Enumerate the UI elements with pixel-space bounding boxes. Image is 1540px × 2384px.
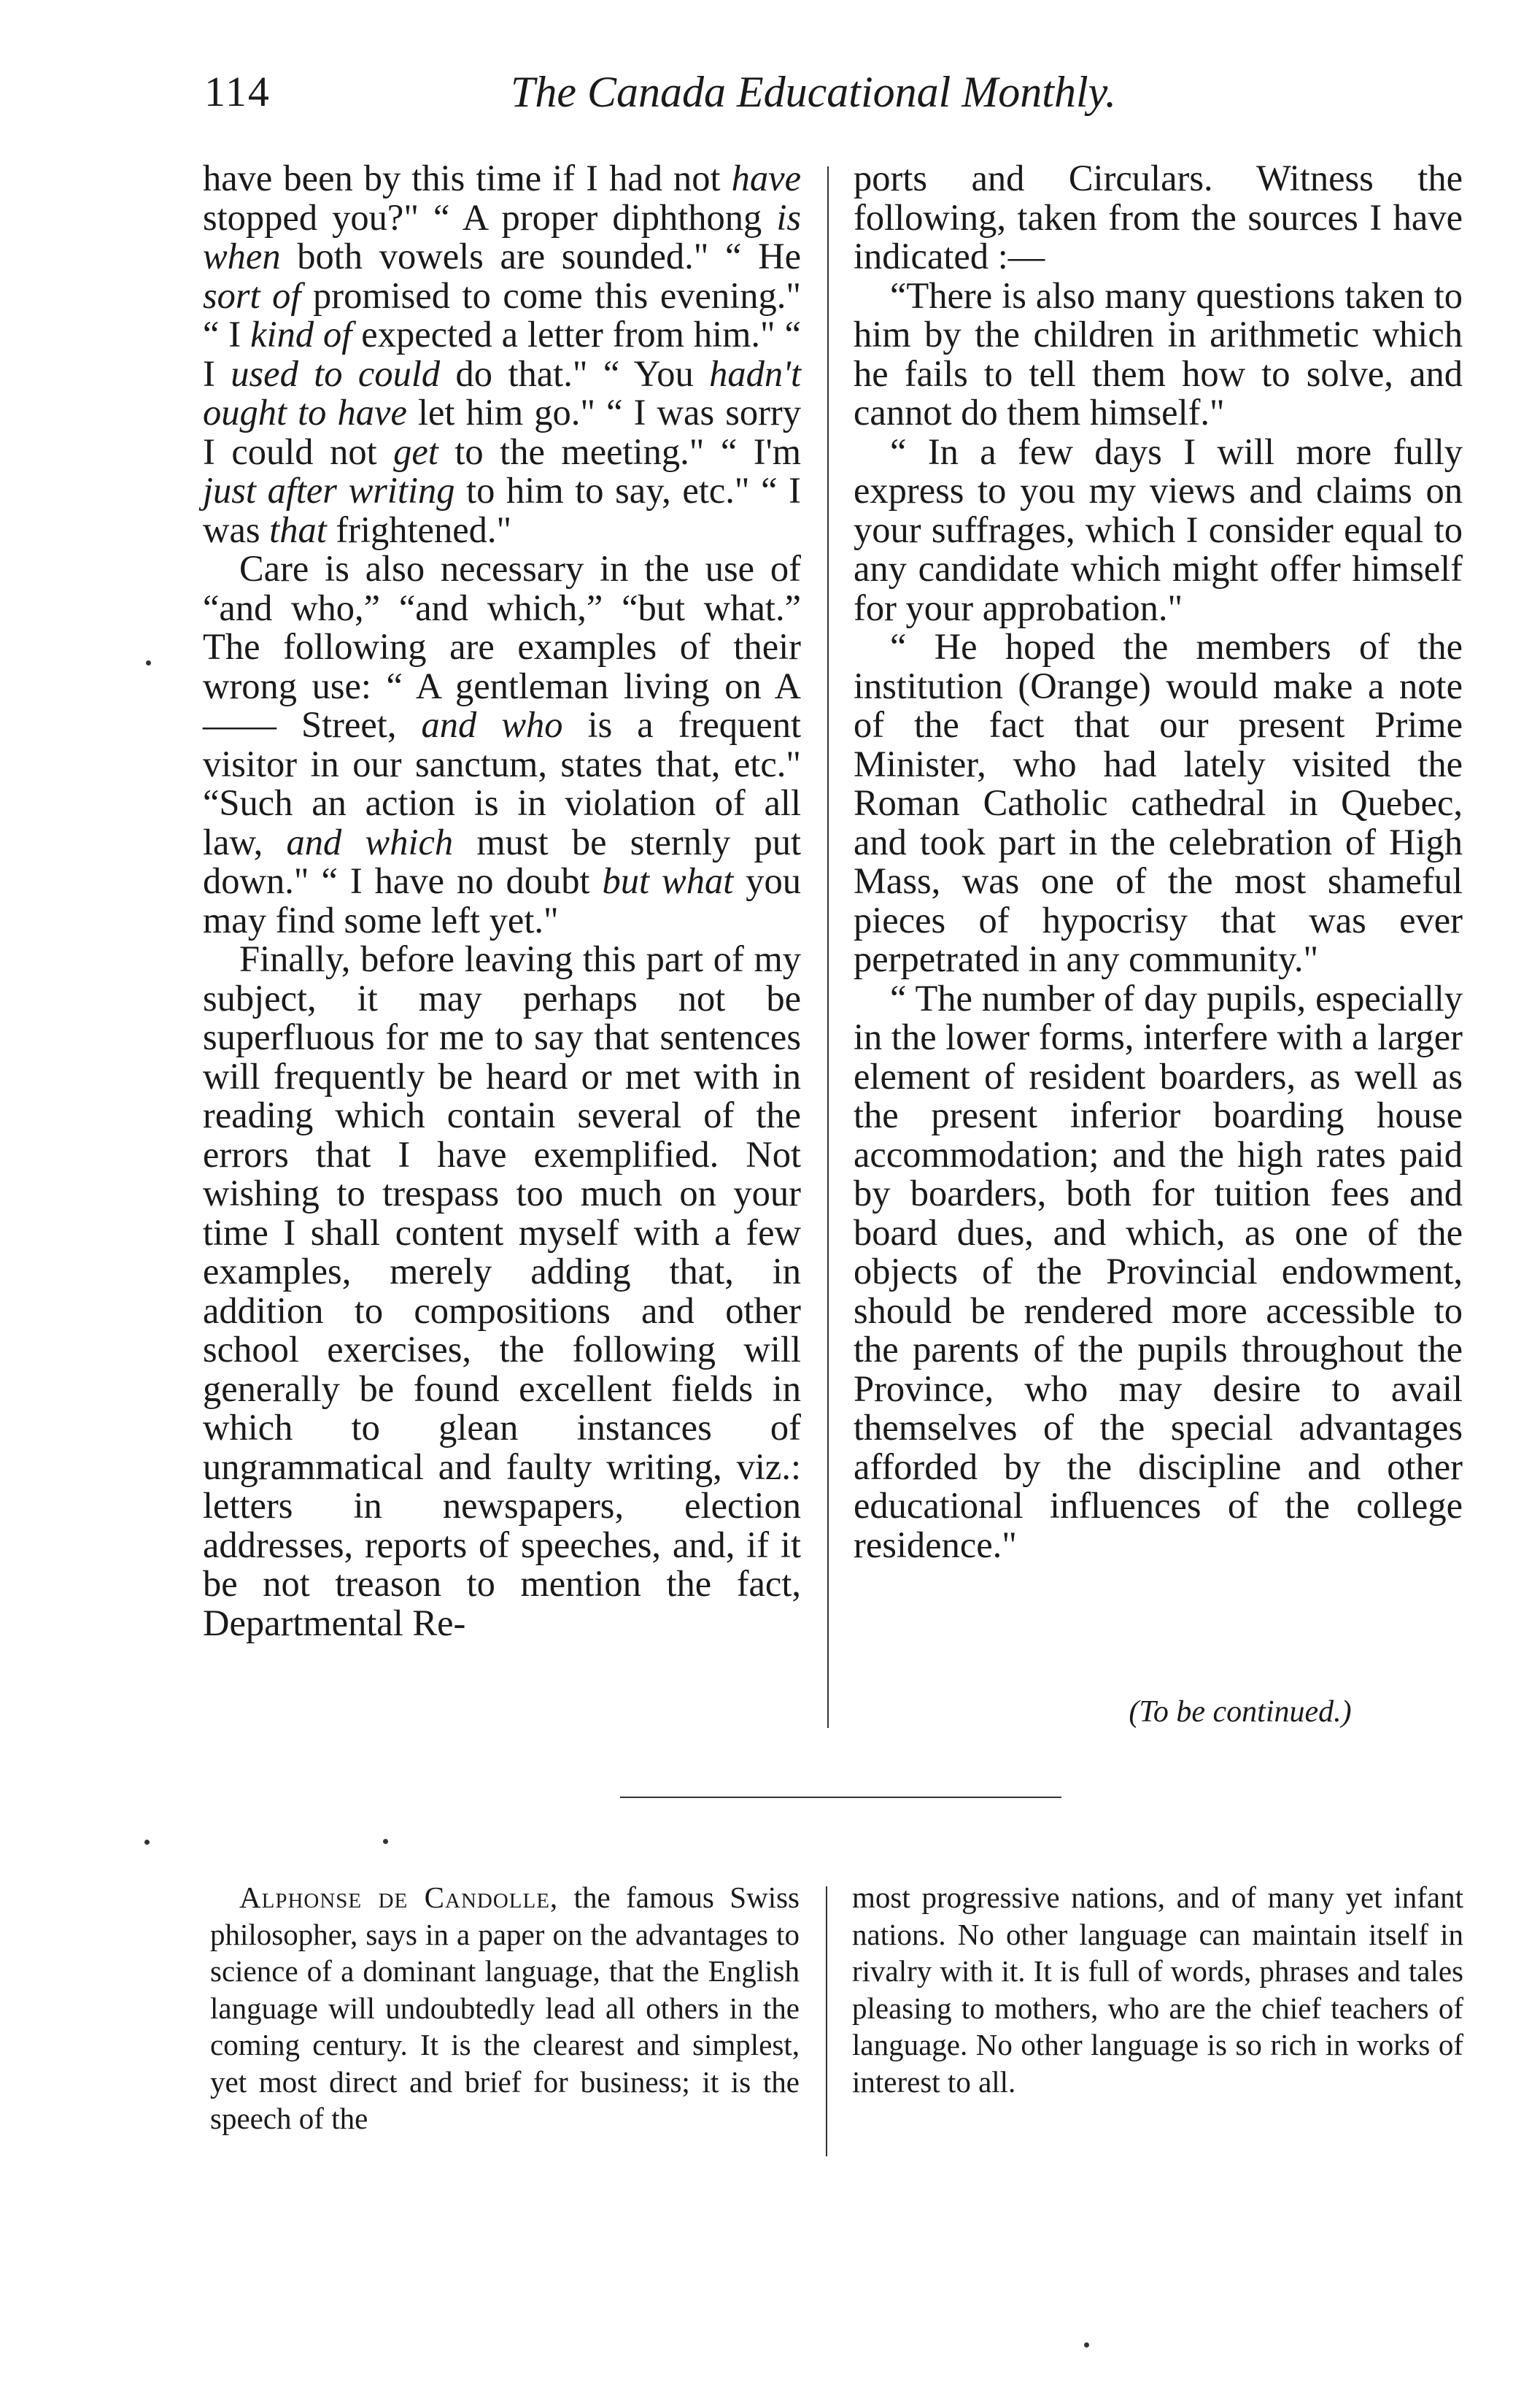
- italic-phrase: hadn't ought to have: [203, 352, 802, 433]
- running-title: The Canada Educational Monthly.: [511, 68, 1116, 116]
- italic-phrase: and which: [286, 821, 454, 863]
- print-speck: [383, 1839, 388, 1844]
- italic-phrase: used to could: [231, 352, 441, 394]
- italic-phrase: have: [731, 158, 801, 198]
- italic-phrase: and who: [421, 704, 563, 745]
- note-author-name: Alphonse de Candolle,: [239, 1880, 559, 1914]
- left-paragraph-2: Care is also necessary in the use of “and who,” “and which,” “but what.” The following are examples of their wrong use: “ A gentleman living on A—— Street, and who is a frequent visitor in our sanctum, states that, etc." “Such an action is in violation of all law, and which must be sternly put down." “ I have no doubt but what you may find some left yet.": [203, 548, 802, 941]
- right-paragraph-4: “ He hoped the members of the institution (Orange) would make a note of the fact that our present Prime Minister, who had lately visited the Roman Catholic cathedral in Quebec, and took part in the celebration of High Mass, was one of the most shameful pieces of hypocrisy that was ever perpetrated in any community.": [854, 626, 1463, 979]
- right-paragraph-3: “ In a few days I will more fully express to you my views and claims on your suffrages, which I consider equal to any candidate which might offer himself for your approbation.": [854, 431, 1463, 628]
- right-paragraph-2: “There is also many questions taken to him by the children in arithmetic which he fails to tell them how to solve, and cannot do them himself.": [854, 274, 1463, 433]
- left-paragraph-3: Finally, before leaving this part of my subject, it may perhaps not be superfluous for me to say that sentences will frequently be heard or met with in reading which contain several of the errors that I have exemplified. Not wishing to trespass too much on your time I shall content myself with a few examples, merely adding that, in addition to compositions and other school exercises, the following will generally be found excellent fields in which to glean instances of ungrammatical and faulty writing, viz.: letters in newspapers, election addresses, reports of speeches, and, if it be not treason to mention the fact, Departmental Re-: [203, 938, 801, 1643]
- section-divider: [620, 1797, 1061, 1798]
- right-paragraph-5: “ The number of day pupils, especially in the lower forms, interfere with a larger element of resident boarders, as well as the present inferior boarding house accommodation; and the high rates paid by boarders, both for tuition fees and board dues, and which, as one of the objects of the Provincial endowment, should be rendered more accessible to the parents of the pupils throughout the Province, who may desire to avail themselves of the special advantages afforded by the discipline and other educational influences of the college residence.": [854, 977, 1463, 1565]
- italic-phrase: get: [393, 431, 438, 472]
- note-column-divider: [826, 1886, 827, 2156]
- note-right-column: [852, 1879, 1463, 2100]
- italic-phrase: but what: [602, 860, 734, 901]
- note-paragraph: Alphonse de Candolle, the famous Swiss philosopher, says in a paper on the advantages to science of a dominant language, that the English language will undoubtedly lead all others in the coming century. It is the clearest and simplest, yet most direct and brief for business; it is the speech of the: [210, 1880, 800, 2135]
- print-speck: [144, 1840, 150, 1845]
- italic-phrase: kind of: [250, 314, 352, 355]
- print-speck: [1084, 2342, 1089, 2348]
- print-speck: [146, 660, 151, 666]
- italic-phrase: that: [269, 509, 327, 550]
- note-paragraph-continued: most progressive nations, and of many yet infant nations. No other language can maintain itself in rivalry with it. It is full of words, phrases and tales pleasing to mothers, who are the chief teachers of language. No other language is so rich in works of interest to all.: [852, 1880, 1463, 2099]
- continued-note: (To be continued.): [1129, 1695, 1352, 1729]
- italic-phrase: is when: [203, 196, 801, 277]
- column-divider: [827, 166, 829, 1728]
- left-column: [203, 159, 801, 1643]
- note-left-column: [210, 1879, 800, 2137]
- italic-phrase: just after writing: [203, 470, 455, 511]
- right-paragraph-1: ports and Circulars. Witness the following, taken from the sources I have indicated :—: [854, 158, 1463, 277]
- italic-phrase: sort of: [203, 274, 301, 316]
- left-paragraph-1: have been by this time if I had not have stopped you?" “ A proper diphthong is when both vowels are sounded." “ He sort of promised to come this evening." “ I kind of expected a letter from him." “ I used to could do that." “ You hadn't ought to have let him go." “ I was sorry I could not get to the meeting." “ I'm just after writing to him to say, etc." “ I was that frightened.": [203, 158, 802, 550]
- page-number: 114: [204, 68, 271, 115]
- right-column: [854, 159, 1463, 1565]
